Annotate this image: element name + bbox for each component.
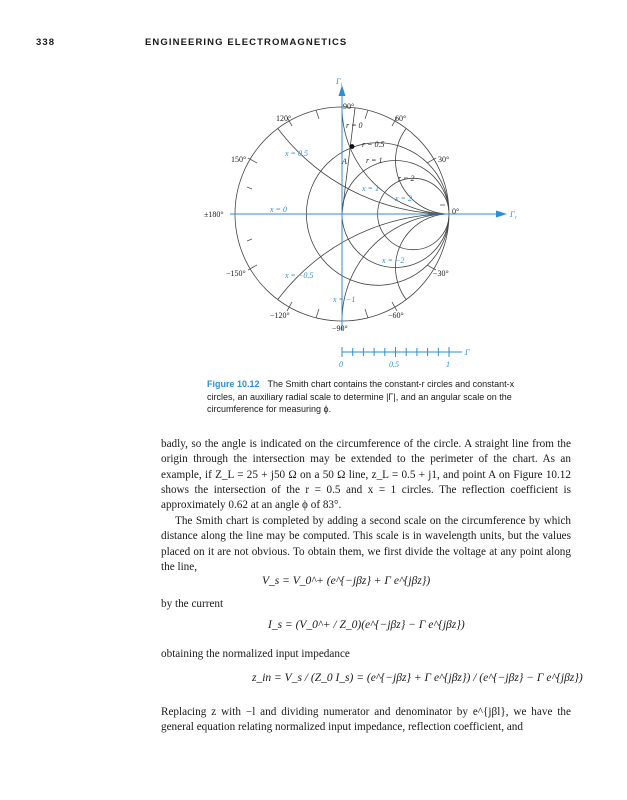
equation-voltage [262,575,430,587]
equation-impedance [252,672,583,684]
angle-label-90: 90° [343,102,355,111]
angle-label-m90: −90° [332,324,348,333]
caption-text: The Smith chart contains the constant-r circles and constant-x circles, an auxiliary radial scale to determine |Γ|, and an angular scale on the circumference for measuring ϕ. [207,379,515,414]
angle-label-120: 120° [276,114,292,123]
figure-label: Figure 10.12 [207,379,260,389]
gamma-i-label: $\Gamma_i$ [336,77,343,88]
book-title: ENGINEERING ELECTROMAGNETICS [145,37,348,48]
scale-gamma-label: Γ [465,348,470,357]
paragraph-5: Replacing z with −l and dividing numerator and denominator by e^{jβl}, we have the general equation relating normalized input impedance, reflection coefficient, and [161,706,571,734]
x-label-0: x = 0 [270,205,287,214]
equation-voltage-text: V_s = V_0^+ (e^{−jβz} + Γ e^{jβz}) [262,575,431,587]
paragraph-2: The Smith chart is completed by adding a second scale on the circumference by which distance along the line may be computed. This scale is in wavelength units, but the values placed on it are not obvious. To obtain them, we first divide the voltage at any point along the line, [161,515,571,573]
point-a-dot [350,144,355,149]
x-label-m2: x = −2 [382,256,405,265]
r-label-1: r = 1 [366,156,383,165]
paragraph-4: obtaining the normalized input impedance [161,648,350,660]
paragraph-3: by the current [161,598,224,610]
page-number: 338 [36,37,56,48]
figure-caption [207,378,537,416]
scale-tick-1: 1 [446,360,450,369]
smith-chart-figure [0,0,627,380]
r-label-2: r = 2 [398,174,415,183]
equation-current-text: I_s = (V_0^+ / Z_0)(e^{−jβz} − Γ e^{jβz}) [268,619,465,631]
x-label-m1: x = −1 [333,295,356,304]
point-a-label: A [342,157,347,166]
scale-tick-0.5: 0.5 [389,360,399,369]
equation-impedance-text: z_in = V_s / (Z_0 I_s) = (e^{−jβz} + Γ e^{jβz}) / (e^{−jβz} − Γ e^{jβz}) [252,672,583,684]
r-label-0: r = 0 [346,121,363,130]
x-label-0.5: x = 0.5 [285,149,308,158]
paragraph-1: badly, so the angle is indicated on the circumference of the circle. A straight line from the origin through the intersection may be extended to the perimeter of the chart. As an example, if Z_L = 25 + j50 Ω on a 50 Ω line, z_L = 0.5 + j1, and point A on Figure 10.12 shows the intersection of the r = 0.5 and x = 1 circles. The reflection coefficient is approximately 0.62 at an angle ϕ of 83°. [161,438,571,512]
equation-current [268,619,465,631]
angle-label-0: 0° [452,207,460,216]
angle-label-m150: −150° [226,269,246,278]
angle-label-150: 150° [231,155,247,164]
angle-label-60: 60° [395,114,407,123]
scale-tick-0: 0 [339,360,343,369]
angle-label-m30: −30° [433,269,449,278]
x-circle-0.5 [235,0,627,214]
x-circle-m2 [396,214,503,321]
x-label-1: x = 1 [362,184,379,193]
gamma-r-label: $\Gamma_r$ [510,210,517,221]
x-circle-1 [342,0,556,214]
gamma-r-arrow [496,211,507,218]
r-label-0.5: r = 0.5 [362,140,385,149]
angle-label-180: ±180° [204,210,224,219]
angle-label-m60: −60° [388,311,404,320]
x-label-2: x = 2 [395,194,412,203]
x-label-m0.5: x = −0.5 [285,271,314,280]
x-circle-m0.5 [235,214,627,380]
angle-label-m120: −120° [270,311,290,320]
angle-label-30: 30° [438,155,450,164]
